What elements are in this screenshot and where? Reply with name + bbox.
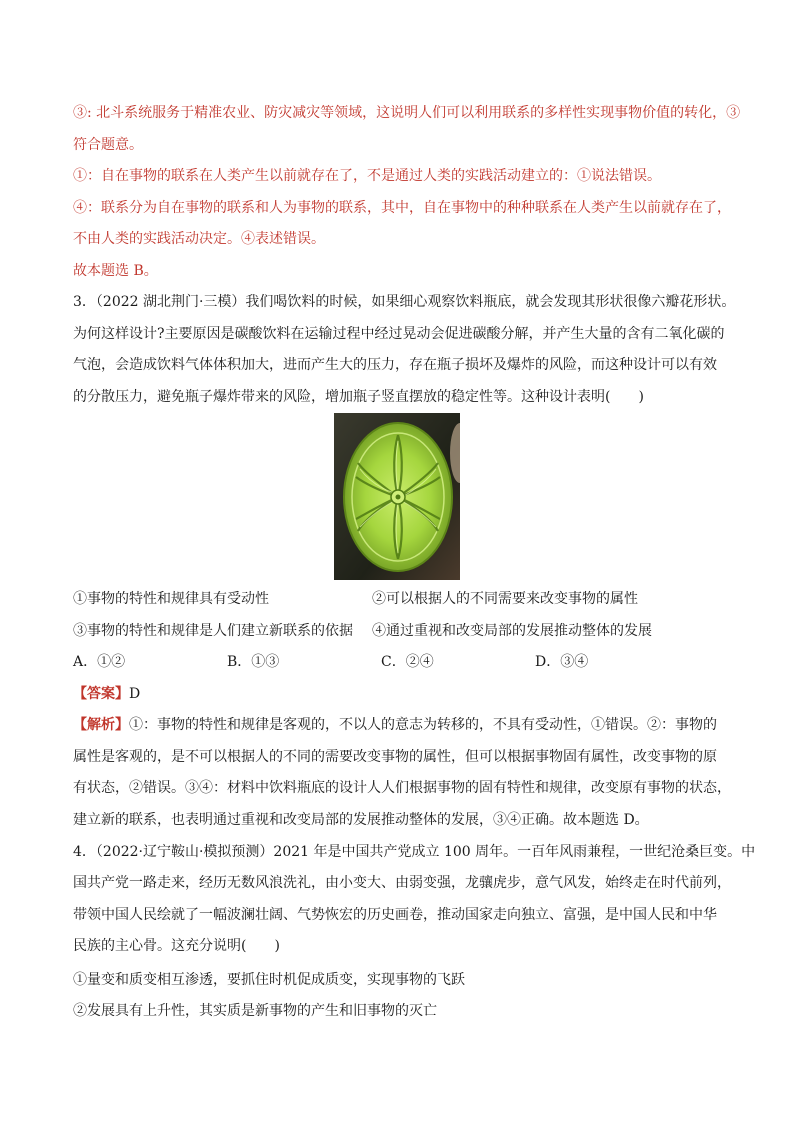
q3-answer (73, 684, 140, 704)
explanation-line-4: ④：联系分为自在事物的联系和人为事物的联系，其中，自在事物中的种种联系在人类产生以前就存在了， (73, 200, 731, 216)
q3-stem-line-4: 的分散压力，避免瓶子爆炸带来的风险，增加瓶子竖直摆放的稳定性等。这种设计表明( ) (73, 389, 644, 405)
q4-statement-2: ②发展具有上升性，其实质是新事物的产生和旧事物的灭亡 (73, 1003, 437, 1019)
q3-option-c: C．②④ (381, 654, 434, 670)
q4-statement-1: ①量变和质变相互渗透，要抓住时机促成质变，实现事物的飞跃 (73, 972, 465, 988)
explanation-line-2: 符合题意。 (73, 137, 143, 153)
q3-statement-1: ①事物的特性和规律具有受动性 (73, 591, 269, 607)
q3-analysis-line-2: 属性是客观的，是不可以根据人的不同的需要改变事物的属性，但可以根据事物固有属性，改变事物的原 (73, 749, 717, 765)
q4-stem-line-4: 民族的主心骨。这充分说明( ) (73, 938, 280, 954)
answer-tag: 【答案】 (73, 686, 129, 702)
q3-stem-line-1: 3．（2022 湖北荆门·三模）我们喝饮料的时候，如果细心观察饮料瓶底，就会发现其形状很像六瓣花形状。 (73, 294, 736, 310)
q3-statement-2: ②可以根据人的不同需要来改变事物的属性 (372, 591, 638, 607)
bottle-bottom-photo (334, 413, 460, 580)
q3-analysis-line-4: 建立新的联系，也表明通过重视和改变局部的发展推动整体的发展，③④正确。故本题选 D。 (73, 812, 649, 828)
explanation-line-3: ①：自在事物的联系在人类产生以前就存在了，不是通过人类的实践活动建立的：①说法错误。 (73, 168, 661, 184)
q4-stem-line-3: 带领中国人民绘就了一幅波澜壮阔、气势恢宏的历史画卷，推动国家走向独立、富强，是中国人民和中华 (73, 907, 717, 923)
explanation-line-5: 不由人类的实践活动决定。④表述错误。 (73, 231, 325, 247)
q3-stem-line-3: 气泡，会造成饮料气体体积加大，进而产生大的压力，存在瓶子损坏及爆炸的风险，而这种设计可以有效 (73, 357, 717, 373)
q3-stem-line-2: 为何这样设计?主要原因是碳酸饮料在运输过程中经过晃动会促进碳酸分解，并产生大量的含有二氧化碳的 (73, 326, 725, 342)
q3-statement-4: ④通过重视和改变局部的发展推动整体的发展 (372, 623, 652, 639)
explanation-conclusion: 故本题选 B。 (73, 263, 158, 279)
answer-value: D (129, 686, 141, 702)
q3-analysis-line-3: 有状态，②错误。③④：材料中饮料瓶底的设计人人们根据事物的固有特性和规律，改变原有事物的状态， (73, 780, 731, 796)
analysis-text-1: ①：事物的特性和规律是客观的，不以人的意志为转移的，不具有受动性，①错误。②：事物的 (129, 717, 717, 733)
bottle-bottom-illustration (334, 413, 460, 580)
q4-stem-line-2: 国共产党一路走来，经历无数风浪洗礼，由小变大、由弱变强，龙骧虎步，意气风发，始终走在时代前列， (73, 875, 731, 891)
q4-stem-line-1: 4．（2022·辽宁鞍山·模拟预测）2021 年是中国共产党成立 100 周年。一百年风雨兼程，一世纪沧桑巨变。中 (73, 844, 756, 860)
q3-option-d: D．③④ (535, 654, 589, 670)
explanation-line-1: ③: 北斗系统服务于精准农业、防灾减灾等领域，这说明人们可以利用联系的多样性实现事物价值的转化，③ (73, 105, 741, 121)
q3-option-b: B．①③ (227, 654, 280, 670)
q3-option-a: A．①② (73, 654, 126, 670)
analysis-tag: 【解析】 (73, 717, 129, 733)
q3-statement-3: ③事物的特性和规律是人们建立新联系的依据 (73, 623, 353, 639)
q3-analysis-line-1 (73, 715, 717, 735)
